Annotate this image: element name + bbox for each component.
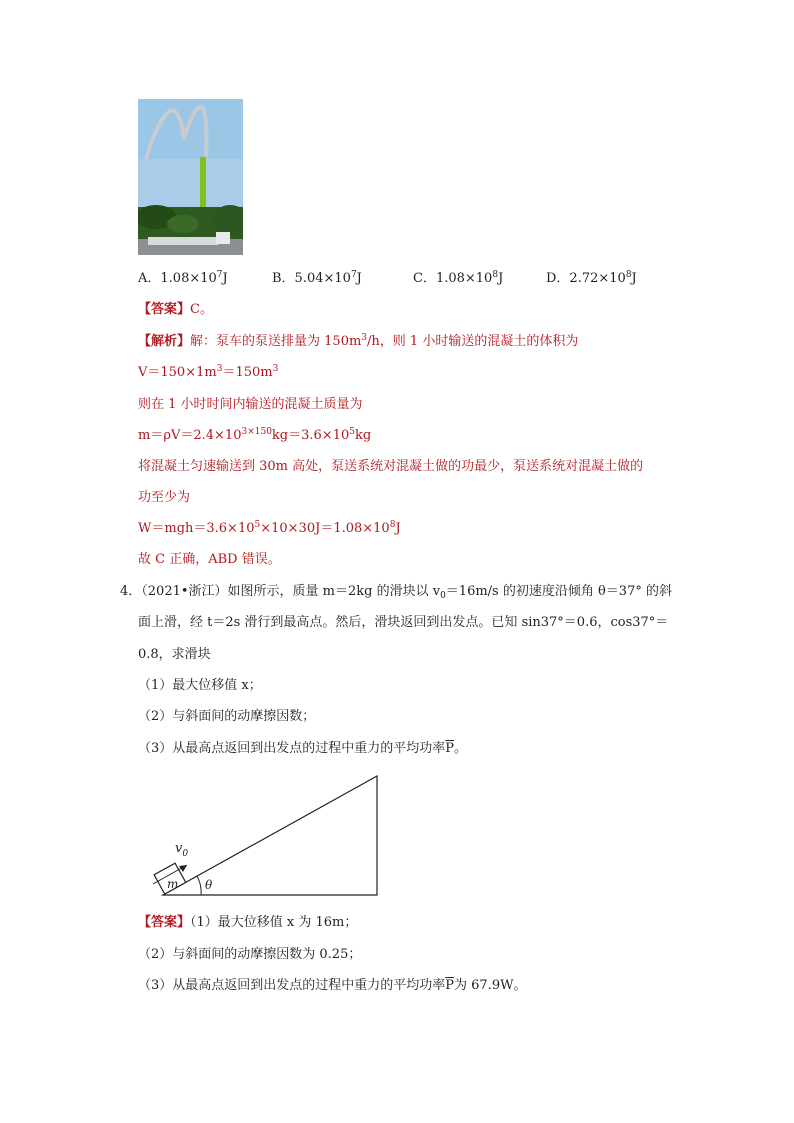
option-c[interactable]: C．$1.08\times 10^8J$: [413, 270, 504, 286]
option-a[interactable]: A．$1.08\times 10^7J$: [138, 270, 228, 286]
option-b[interactable]: B．$5.04\times 10^7J$: [272, 270, 362, 286]
analysis-line-5: 将混凝土匀速输送到 30m 高处，泵送系统对混凝土做的功最少，泵送系统对混凝土做的: [138, 459, 644, 474]
answer-3: 【答案】C。: [138, 302, 213, 317]
analysis-line-2: $V=150\times 1m^3=150m^3$: [138, 364, 279, 380]
incline-diagram: [145, 770, 385, 904]
mass-label: m: [167, 877, 179, 891]
incline-triangle: [163, 776, 377, 895]
question-4-line-2: 面上滑，经 t＝2s 滑行到最高点。然后，滑块返回到出发点。已知 sin37°＝0.6，cos37°＝: [138, 615, 669, 630]
answer-4-line-1: 【答案】（1）最大位移值 x 为 16m；: [138, 915, 358, 930]
question-4-sub-1: （1）最大位移值 x；: [138, 678, 262, 693]
question-4-sub-3: （3）从最高点返回到出发点的过程中重力的平均功率$\overline{P}$。: [138, 741, 468, 756]
angle-label: θ: [205, 878, 213, 892]
answer-4-tag: 【答案】: [138, 915, 191, 930]
option-d[interactable]: D．$2.72\times 10^8J$: [546, 270, 637, 286]
analysis-line-4: $m=\rho V=2.4\times 10^{3\times 150}kg=3.6\times 10^5kg$: [138, 427, 372, 443]
answer-tag: 【答案】: [138, 302, 191, 317]
question-4-sub-2: （2）与斜面间的动摩擦因数；: [138, 709, 316, 724]
question-4-line-1: 4．（2021•浙江）如图所示，质量 m＝2kg 的滑块以 $v_0=16m/s$ 的初速度沿倾角 θ＝37° 的斜: [120, 584, 672, 601]
answer-4-line-2: （2）与斜面间的动摩擦因数为 0.25；: [138, 947, 362, 962]
pump-truck-photo: [138, 99, 243, 255]
answer-4-line-3: （3）从最高点返回到出发点的过程中重力的平均功率$\overline{P}$为 67.9W。: [138, 978, 527, 993]
analysis-line-3: 则在 1 小时时间内输送的混凝土质量为: [138, 397, 363, 412]
analysis-line-7: $W=mgh=3.6\times 10^5\times 10\times 30J=1.08\times 10^8J$: [138, 520, 401, 536]
analysis-line-8: 故 C 正确，ABD 错误。: [138, 552, 281, 567]
analysis-tag: 【解析】: [138, 334, 191, 349]
analysis-line-1: 【解析】解：泵车的泵送排量为 $150m^3/h$，则 1 小时输送的混凝土的体积为: [138, 333, 579, 349]
angle-arc: [197, 876, 201, 895]
velocity-label: $v_0$: [175, 841, 189, 859]
question-4-line-3: 0.8，求滑块: [138, 647, 211, 662]
analysis-line-6: 功至少为: [138, 490, 191, 505]
